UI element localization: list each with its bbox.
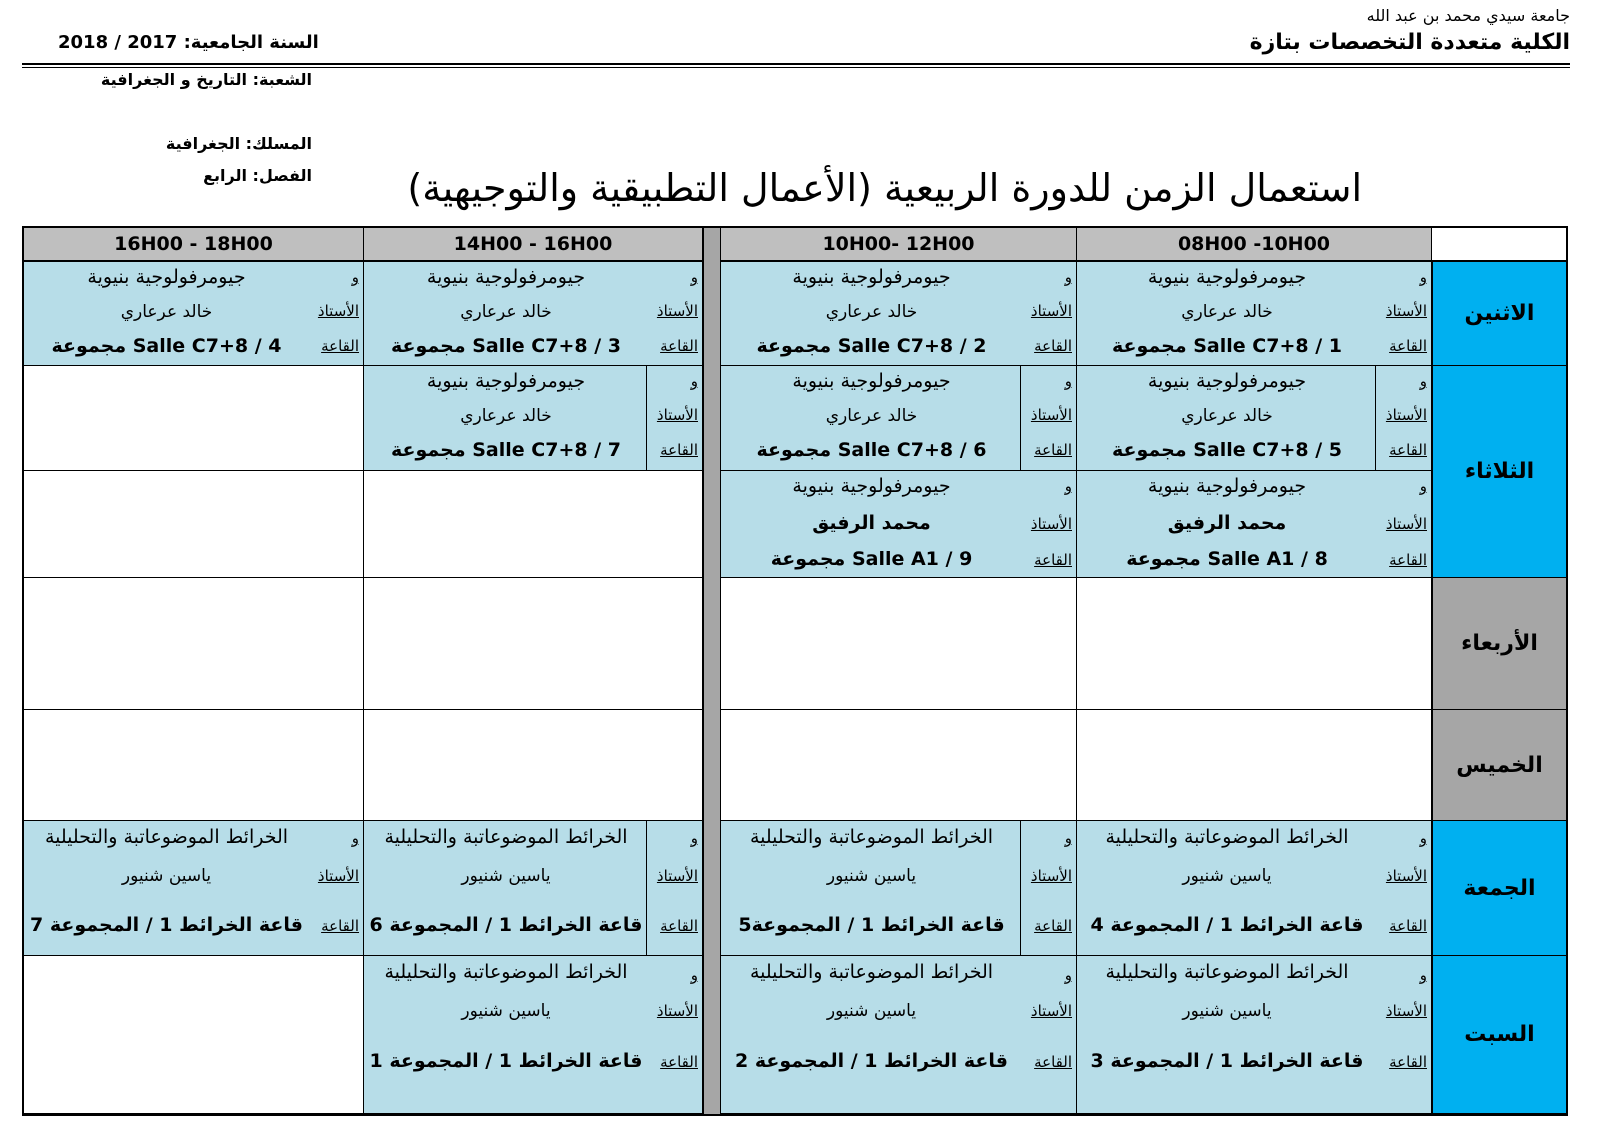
empty-cell — [364, 471, 703, 578]
subject-label: و — [690, 372, 698, 390]
midday-separator — [703, 228, 721, 1114]
professor-name: محمد الرفيق — [812, 512, 931, 534]
subject-name: الخرائط الموضوعاتبة والتحليلية — [1105, 961, 1349, 983]
day-tuesday: الثلاثاء — [1432, 366, 1566, 578]
empty-cell — [24, 366, 364, 471]
subject-name: الخرائط الموضوعاتبة والتحليلية — [384, 826, 628, 848]
time-slot-header-1: 08H00 -10H00 — [1077, 228, 1432, 262]
page-title: استعمال الزمن للدورة الربيعية (الأعمال التطبيقية والتوجيهية) — [407, 166, 1362, 210]
time-slot-header-4: 16H00 - 18H00 — [24, 228, 364, 262]
professor-name: خالد عرعاري — [1181, 406, 1273, 426]
room-label: القاعة — [660, 337, 698, 355]
subject-name: الخرائط الموضوعاتبة والتحليلية — [749, 826, 994, 848]
room-group: قاعة الخرائط 1 / المجموعة 4 — [1090, 914, 1364, 936]
professor-label: الأستاذ — [1030, 406, 1072, 424]
subject-name: الخرائط الموضوعاتبة والتحليلية — [384, 961, 628, 983]
subject-name: الخرائط الموضوعاتبة والتحليلية — [44, 826, 289, 848]
professor-name: خالد عرعاري — [1181, 302, 1273, 322]
professor-name: خالد عرعاري — [460, 406, 552, 426]
session-monday-slot4 — [24, 262, 364, 366]
subject-label: و — [690, 268, 698, 286]
subject-name: جيومرفولوجية بنيوية — [87, 266, 246, 288]
professor-name: محمد الرفيق — [1167, 512, 1287, 534]
subject-name: جيومرفولوجية بنيوية — [1147, 475, 1307, 497]
professor-label: الأستاذ — [317, 867, 359, 885]
professor-name: ياسين شنيور — [826, 866, 917, 886]
room-label: القاعة — [1389, 337, 1427, 355]
empty-cell — [721, 710, 1077, 821]
day-monday: الاثنين — [1432, 262, 1566, 366]
empty-cell — [24, 578, 364, 710]
subject-label: و — [1064, 268, 1072, 286]
subject-name: جيومرفولوجية بنيوية — [792, 370, 951, 392]
room-group: قاعة الخرائط 1 / المجموعة5 — [738, 914, 1005, 936]
subject-label: و — [1064, 477, 1072, 495]
professor-name: خالد عرعاري — [825, 302, 918, 322]
room-label: القاعة — [1034, 1053, 1072, 1071]
empty-cell — [1077, 578, 1432, 710]
room-group: Salle C7+8 / 3 مجموعة — [391, 335, 621, 357]
track-label: المسلك: الجغرافية — [165, 134, 312, 153]
room-label: القاعة — [1389, 1053, 1427, 1071]
day-saturday: السبت — [1432, 956, 1566, 1114]
session-friday-slot3 — [364, 821, 703, 956]
subject-name: جيومرفولوجية بنيوية — [426, 370, 586, 392]
subject-name: جيومرفولوجية بنيوية — [792, 475, 951, 497]
corner-cell — [1432, 228, 1566, 262]
professor-label: الأستاذ — [656, 406, 698, 424]
university-name: جامعة سيدي محمد بن عبد الله — [1366, 6, 1570, 25]
professor-label: الأستاذ — [1030, 1002, 1072, 1020]
empty-cell — [364, 710, 703, 821]
room-label: القاعة — [1034, 551, 1072, 569]
room-group: قاعة الخرائط 1 / المجموعة 1 — [369, 1050, 643, 1072]
room-label: القاعة — [1034, 917, 1072, 935]
room-group: قاعة الخرائط 1 / المجموعة 3 — [1090, 1050, 1364, 1072]
day-friday: الجمعة — [1432, 821, 1566, 956]
empty-cell — [24, 956, 364, 1114]
subject-label: و — [1419, 268, 1427, 286]
room-label: القاعة — [660, 1053, 698, 1071]
room-group: Salle A1 / 8 مجموعة — [1126, 548, 1328, 570]
room-group: Salle C7+8 / 2 مجموعة — [756, 335, 987, 357]
header-rule-thin — [22, 67, 1570, 68]
session-tuesday-a-slot3 — [364, 366, 703, 471]
semester-label: الفصل: الرابع — [203, 166, 312, 185]
professor-label: الأستاذ — [656, 867, 698, 885]
subject-name: الخرائط الموضوعاتبة والتحليلية — [1105, 826, 1349, 848]
professor-label: الأستاذ — [1030, 867, 1072, 885]
professor-name: ياسين شنيور — [121, 866, 212, 886]
empty-cell — [364, 578, 703, 710]
professor-label: الأستاذ — [317, 302, 359, 320]
session-tuesday-a-slot2 — [721, 366, 1077, 471]
subject-label: و — [690, 966, 698, 984]
session-monday-slot3 — [364, 262, 703, 366]
time-slot-header-2: 10H00- 12H00 — [721, 228, 1077, 262]
subject-label: و — [1419, 966, 1427, 984]
room-group: قاعة الخرائط 1 / المجموعة 6 — [369, 914, 643, 936]
subject-label: و — [1419, 829, 1427, 847]
room-group: Salle C7+8 / 5 مجموعة — [1112, 439, 1342, 461]
subject-name: جيومرفولوجية بنيوية — [792, 266, 951, 288]
subject-label: و — [1419, 372, 1427, 390]
professor-name: ياسين شنيور — [1182, 866, 1272, 886]
empty-cell — [721, 578, 1077, 710]
department-label: الشعبة: التاريخ و الجغرافية — [100, 70, 312, 89]
room-group: Salle C7+8 / 6 مجموعة — [756, 439, 987, 461]
subject-name: جيومرفولوجية بنيوية — [1147, 370, 1307, 392]
day-thursday: الخميس — [1432, 710, 1566, 821]
professor-label: الأستاذ — [1385, 867, 1427, 885]
professor-name: ياسين شنيور — [461, 1001, 551, 1021]
session-saturday-slot2 — [721, 956, 1077, 1114]
professor-label: الأستاذ — [1385, 406, 1427, 424]
professor-name: ياسين شنيور — [1182, 1001, 1272, 1021]
room-group: Salle C7+8 / 7 مجموعة — [391, 439, 621, 461]
room-group: Salle C7+8 / 4 مجموعة — [51, 335, 282, 357]
room-group: قاعة الخرائط 1 / المجموعة 2 — [735, 1050, 1008, 1072]
session-monday-slot2 — [721, 262, 1077, 366]
session-tuesday-b-slot1 — [1077, 471, 1432, 578]
room-label: القاعة — [1389, 551, 1427, 569]
room-label: القاعة — [321, 337, 359, 355]
professor-name: خالد عرعاري — [120, 302, 213, 322]
room-group: Salle C7+8 / 1 مجموعة — [1112, 335, 1342, 357]
room-label: القاعة — [1034, 441, 1072, 459]
room-label: القاعة — [1034, 337, 1072, 355]
room-label: القاعة — [1389, 917, 1427, 935]
session-saturday-slot3 — [364, 956, 703, 1114]
professor-label: الأستاذ — [1030, 302, 1072, 320]
room-label: القاعة — [321, 917, 359, 935]
subject-label: و — [1064, 829, 1072, 847]
professor-name: خالد عرعاري — [460, 302, 552, 322]
room-label: القاعة — [660, 441, 698, 459]
room-group: قاعة الخرائط 1 / المجموعة 7 — [30, 914, 303, 936]
professor-label: الأستاذ — [1385, 1002, 1427, 1020]
subject-name: الخرائط الموضوعاتبة والتحليلية — [749, 961, 994, 983]
empty-cell — [24, 471, 364, 578]
room-label: القاعة — [660, 917, 698, 935]
professor-label: الأستاذ — [1030, 515, 1072, 533]
empty-cell — [1077, 710, 1432, 821]
professor-name: ياسين شنيور — [826, 1001, 917, 1021]
empty-cell — [24, 710, 364, 821]
session-friday-slot1 — [1077, 821, 1432, 956]
subject-name: جيومرفولوجية بنيوية — [1147, 266, 1307, 288]
subject-label: و — [1419, 477, 1427, 495]
room-group: Salle A1 / 9 مجموعة — [770, 548, 973, 570]
day-wednesday: الأربعاء — [1432, 578, 1566, 710]
session-tuesday-b-slot2 — [721, 471, 1077, 578]
subject-label: و — [351, 829, 359, 847]
subject-label: و — [690, 829, 698, 847]
time-slot-header-3: 14H00 - 16H00 — [364, 228, 703, 262]
professor-label: الأستاذ — [656, 1002, 698, 1020]
professor-name: خالد عرعاري — [825, 406, 918, 426]
academic-year: السنة الجامعية: 2017 / 2018 — [58, 32, 319, 53]
professor-name: ياسين شنيور — [461, 866, 551, 886]
session-saturday-slot1 — [1077, 956, 1432, 1114]
timetable-grid — [22, 226, 1568, 1116]
professor-label: الأستاذ — [1385, 515, 1427, 533]
session-tuesday-a-slot1 — [1077, 366, 1432, 471]
subject-label: و — [1064, 372, 1072, 390]
professor-label: الأستاذ — [656, 302, 698, 320]
session-monday-slot1 — [1077, 262, 1432, 366]
subject-name: جيومرفولوجية بنيوية — [426, 266, 586, 288]
header-rule-thick — [22, 63, 1570, 65]
subject-label: و — [1064, 966, 1072, 984]
professor-label: الأستاذ — [1385, 302, 1427, 320]
room-label: القاعة — [1389, 441, 1427, 459]
session-friday-slot4 — [24, 821, 364, 956]
faculty-name: الكلية متعددة التخصصات بتازة — [1249, 30, 1570, 55]
session-friday-slot2 — [721, 821, 1077, 956]
subject-label: و — [351, 268, 359, 286]
